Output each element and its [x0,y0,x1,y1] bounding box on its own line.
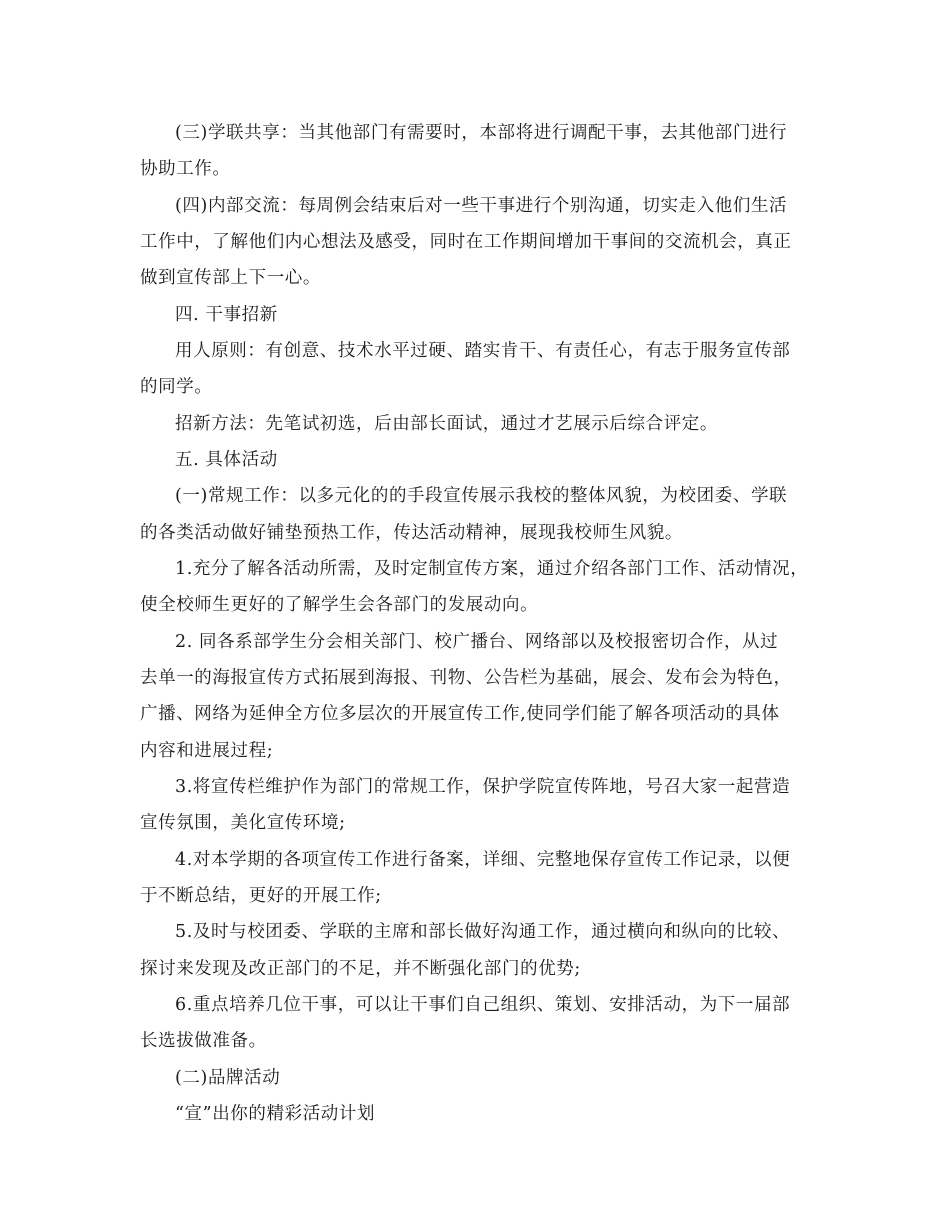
paragraph-line: 5.及时与校团委、学联的主席和部长做好沟通工作，通过横向和纵向的比较、 [175,922,791,942]
section-heading: 五. 具体活动 [175,450,278,470]
paragraph-line: 广播、网络为延伸全方位多层次的开展宣传工作,使同学们能了解各项活动的具体 [140,704,780,724]
paragraph-line: 做到宣传部上下一心。 [140,268,321,288]
paragraph-line: 用人原则：有创意、技术水平过硬、踏实肯干、有责任心，有志于服务宣传部 [175,341,791,361]
paragraph-line: “宣”出你的精彩活动计划 [175,1104,376,1124]
paragraph-line: 使全校师生更好的了解学生会各部门的发展动向。 [140,595,539,615]
paragraph-line: 去单一的海报宣传方式拓展到海报、刊物、公告栏为基础，展会、发布会为特色， [140,668,792,688]
paragraph-line: 的各类活动做好铺垫预热工作，传达活动精神，展现我校师生风貌。 [140,523,683,543]
paragraph-line: 招新方法：先笔试初选，后由部长面试，通过才艺展示后综合评定。 [175,414,718,434]
paragraph-line: 于不断总结，更好的开展工作; [140,886,382,906]
paragraph-line: 6.重点培养几位干事，可以让干事们自己组织、策划、安排活动，为下一届部 [175,995,791,1015]
paragraph-line: 宣传氛围，美化宣传环境; [140,813,346,833]
paragraph-line: 4.对本学期的各项宣传工作进行备案，详细、完整地保存宣传工作记录，以便 [175,850,791,870]
paragraph-line: 1.充分了解各活动所需，及时定制宣传方案，通过介绍各部门工作、活动情况， [175,559,809,579]
paragraph-line: 2. 同各系部学生分会相关部门、校广播台、网络部以及校报密切合作，从过 [175,632,779,652]
paragraph-line: 探讨来发现及改正部门的不足，并不断强化部门的优势; [140,959,581,979]
paragraph-line: 的同学。 [140,377,213,397]
paragraph-line: 3.将宣传栏维护作为部门的常规工作，保护学院宣传阵地，号召大家一起营造 [175,777,791,797]
section-heading: (二)品牌活动 [175,1068,281,1088]
paragraph-line: (三)学联共享：当其他部门有需要时，本部将进行调配干事，去其他部门进行 [175,123,788,143]
paragraph-line: 协助工作。 [140,159,231,179]
paragraph-line: 内容和进展过程; [140,741,274,761]
paragraph-line: 工作中，了解他们内心想法及感受，同时在工作期间增加干事间的交流机会，真正 [140,232,792,252]
paragraph-line: 长选拔做准备。 [140,1031,267,1051]
paragraph-line: (一)常规工作：以多元化的的手段宣传展示我校的整体风貌，为校团委、学联 [175,486,788,506]
paragraph-line: (四)内部交流：每周例会结束后对一些干事进行个别沟通，切实走入他们生活 [175,196,788,216]
section-heading: 四. 干事招新 [175,305,278,325]
